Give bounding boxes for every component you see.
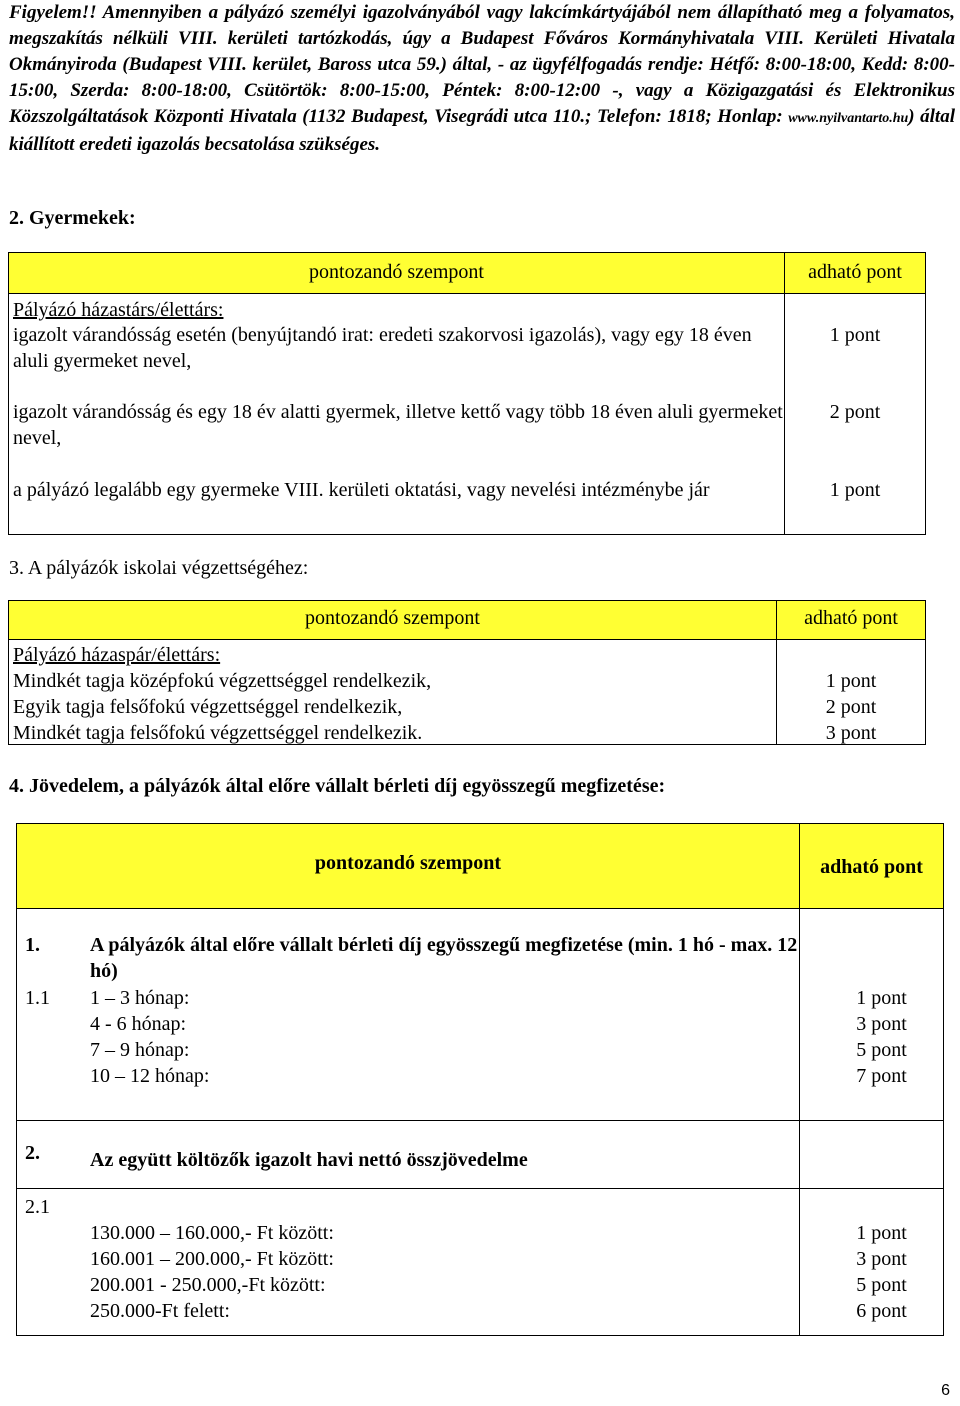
item-2-1-row-1-points: 1 pont: [856, 1222, 907, 1244]
section-3-row-2-points: 2 pont: [825, 696, 877, 718]
section-2-row-1-points: 1 pont: [829, 324, 881, 346]
section-2-subheading: Pályázó házastárs/élettárs:: [13, 299, 224, 321]
item-2-1-row-3-text: 200.001 - 250.000,-Ft között:: [90, 1274, 326, 1296]
item-2-1-row-3-points: 5 pont: [856, 1274, 907, 1296]
section-3-row-3-text: Mindkét tagja felsőfokú végzettséggel rendelkezik.: [13, 722, 423, 744]
section-2-header-criterion: pontozandó szempont: [309, 261, 484, 283]
item-1-title: A pályázók által előre vállalt bérleti díj egyösszegű megfizetése (min. 1 hó - max. 12 hó): [90, 934, 798, 982]
item-2-1-row-4-text: 250.000-Ft felett:: [90, 1300, 230, 1322]
section-3-subheading: Pályázó házaspár/élettárs:: [13, 644, 221, 666]
item-2-title: Az együtt költözők igazolt havi nettó összjövedelme: [90, 1149, 528, 1171]
website-link[interactable]: www.nyilvantarto.hu: [788, 111, 909, 126]
section-3-header-criterion: pontozandó szempont: [305, 607, 480, 629]
section-3-row-1-points: 1 pont: [825, 670, 877, 692]
item-1-1-row-2-points: 3 pont: [856, 1013, 907, 1035]
item-1-1-row-3-points: 5 pont: [856, 1039, 907, 1061]
section-2-title: 2. Gyermekek:: [9, 207, 136, 229]
item-2-1-row-4-points: 6 pont: [856, 1300, 907, 1322]
item-1-1-row-3-text: 7 – 9 hónap:: [90, 1039, 190, 1061]
intro-text: Figyelem!! Amennyiben a pályázó személyi igazolványából vagy lakcímkártyájából nem állapítható meg a folyamatos, megszakítás nélküli VIII. kerületi tartózkodás, úgy a Budapest Főváros Kormányhivatala VIII. Kerületi Hivatala Okmányiroda (Budapest VIII. kerület, Baross utca 59.) által, - az ügyfélfogadás rendje: Hétfő: 8:00-18:00, Kedd: 8:00-15:00, Szerda: 8:00-18:00, Csütörtök: 8:00-15:00, Péntek: 8:00-12:00 -, vagy a Közigazgatási és Elektronikus Közszolgáltatások Központi Hivatala (1132 Budapest, Visegrádi utca 110.; Telefon: 1818; Honlap:: [9, 2, 955, 127]
section-3-row-1-text: Mindkét tagja középfokú végzettséggel rendelkezik,: [13, 670, 432, 692]
section-4-header-criterion: pontozandó szempont: [314, 852, 502, 874]
section-3-row-2-text: Egyik tagja felsőfokú végzettséggel rendelkezik,: [13, 696, 403, 718]
section-3-header-points: adható pont: [804, 607, 898, 629]
section-4-row-divider: [16, 1120, 944, 1121]
item-1-1-row-2-text: 4 - 6 hónap:: [90, 1013, 187, 1035]
section-4-row-divider-2: [16, 1188, 944, 1189]
item-1-1-row-1-text: 1 – 3 hónap:: [90, 987, 190, 1009]
intro-text-end: ) által kiállított eredeti igazolás becsatolása szükséges.: [9, 106, 955, 155]
section-2-header-points: adható pont: [808, 261, 902, 283]
section-2-row-1-text: igazolt várandósság esetén (benyújtandó irat: eredeti szakorvosi igazolás), vagy egy 18 éven aluli gyermeket nevel,: [13, 324, 752, 372]
item-1-1-row-1-points: 1 pont: [856, 987, 907, 1009]
section-2-row-2-points: 2 pont: [829, 401, 881, 423]
section-2-row-3-points: 1 pont: [829, 479, 881, 501]
item-2-1-row-2-points: 3 pont: [856, 1248, 907, 1270]
item-1-1-row-4-points: 7 pont: [856, 1065, 907, 1087]
section-4-header-points: adható pont: [820, 856, 923, 878]
item-2-1-number: 2.1: [25, 1196, 50, 1218]
intro-paragraph: [9, 0, 955, 158]
page-number: 6: [941, 1382, 950, 1399]
item-2-1-row-2-text: 160.001 – 200.000,- Ft között:: [90, 1248, 334, 1270]
section-2-row-2-text: igazolt várandósság és egy 18 év alatti gyermek, illetve kettő vagy több 18 éven aluli gyermeket nevel,: [13, 401, 783, 449]
section-4-title: 4. Jövedelem, a pályázók által előre vállalt bérleti díj egyösszegű megfizetése:: [9, 775, 666, 797]
section-2-row-3-text: a pályázó legalább egy gyermeke VIII. kerületi oktatási, vagy nevelési intézménybe jár: [13, 479, 710, 501]
item-1-number: 1.: [25, 934, 40, 956]
section-3-title: 3. A pályázók iskolai végzettségéhez:: [9, 557, 309, 579]
item-2-1-row-1-text: 130.000 – 160.000,- Ft között:: [90, 1222, 334, 1244]
item-1-1-row-4-text: 10 – 12 hónap:: [90, 1065, 210, 1087]
section-3-row-3-points: 3 pont: [825, 722, 877, 744]
item-1-1-number: 1.1: [25, 987, 50, 1009]
item-2-number: 2.: [25, 1142, 40, 1164]
